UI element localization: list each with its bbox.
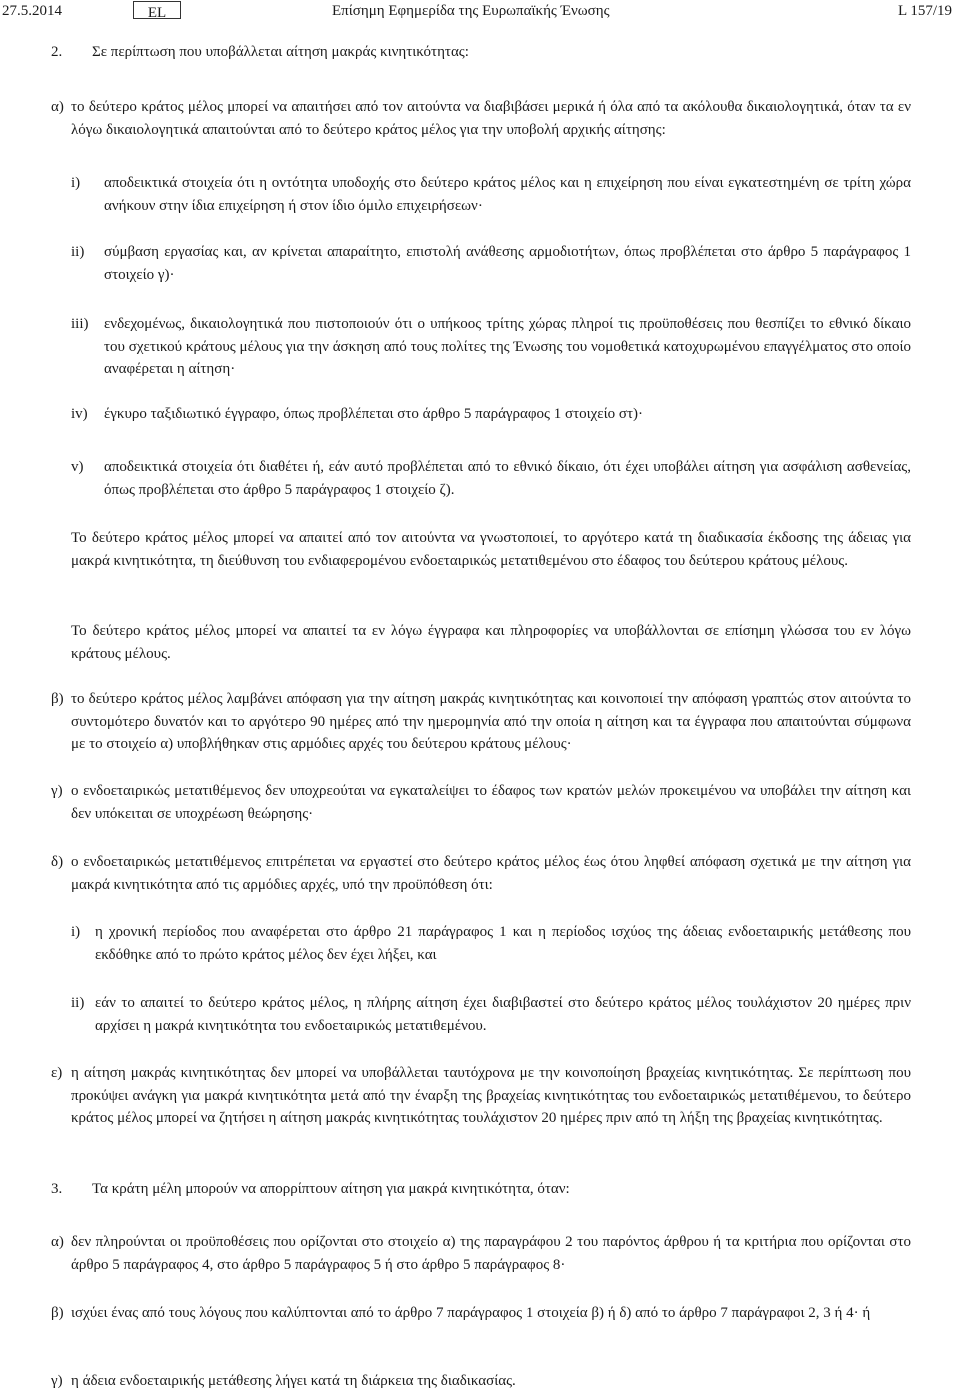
point-label: γ) — [51, 783, 63, 799]
point-text: ο ενδοεταιρικώς μετατιθέμενος επιτρέπεται να εργαστεί στο δεύτερο κράτος μέλος έως ότου ληφθεί απόφαση σχετικά με την αίτηση για μακρά κινητικότητα από τις αρμόδιες αρχές, υπό την προϋπόθεση ότι: — [71, 854, 911, 893]
paragraph-number: 3. — [51, 1181, 63, 1197]
language-box: EL — [133, 1, 181, 19]
point-text: η άδεια ενδοεταιρικής μετάθεσης λήγει κατά τη διάρκεια της διαδικασίας. — [71, 1373, 516, 1389]
subpoint-text: εάν το απαιτεί το δεύτερο κράτος μέλος, η πλήρης αίτηση έχει διαβιβαστεί στο δεύτερο κράτος μέλος τουλάχιστον 20 ημέρες πριν αρχίσει η μακρά κινητικότητα του ενδοεταιρικώς μετατιθεμένου. — [95, 995, 911, 1034]
point-text: δεν πληρούνται οι προϋποθέσεις που ορίζονται στο στοιχείο α) της παραγράφου 2 του παρόντος άρθρου ή τα κριτήρια που ορίζονται στο άρθρο 5 παράγραφος 4, στο άρθρο 5 παράγραφος 5 ή στο άρθρο 5 παράγραφος 8· — [71, 1234, 911, 1273]
page-header — [0, 0, 960, 22]
point-paragraph: Το δεύτερο κράτος μέλος μπορεί να απαιτεί από τον αιτούντα να γνωστοποιεί, το αργότερο κατά τη διαδικασία έκδοσης της άδειας για μακρά κινητικότητα, τη διεύθυνση του ενδιαφερομένου ενδοεταιρικώς μετατιθεμένου στο έδαφος του δεύτερου κράτους μέλους. — [71, 530, 911, 569]
subpoint-label: v) — [71, 459, 84, 475]
point-label: δ) — [51, 854, 64, 870]
subpoint-label: iv) — [71, 406, 88, 422]
point-label: β) — [51, 1305, 64, 1321]
subpoint-text: σύμβαση εργασίας και, αν κρίνεται απαραίτητο, επιστολή ανάθεσης αρμοδιοτήτων, όπως προβλέπεται στο άρθρο 5 παράγραφος 1 στοιχείο γ)· — [104, 244, 911, 283]
point-label: ε) — [51, 1065, 63, 1081]
subpoint-label: i) — [71, 175, 81, 191]
subpoint-label: iii) — [71, 316, 89, 332]
subpoint-label: ii) — [71, 995, 85, 1011]
subpoint-text: έγκυρο ταξιδιωτικό έγγραφο, όπως προβλέπεται στο άρθρο 5 παράγραφος 1 στοιχείο στ)· — [104, 406, 643, 422]
point-text: το δεύτερο κράτος μέλος μπορεί να απαιτήσει από τον αιτούντα να διαβιβάσει μερικά ή όλα από τα ακόλουθα δικαιολογητικά, όταν τα εν λόγω δικαιολογητικά απαιτούνται από το δεύτερο κράτος μέλος για την υποβολή αρχικής αίτησης: — [71, 99, 911, 138]
subpoint-text: αποδεικτικά στοιχεία ότι διαθέτει ή, εάν αυτό προβλέπεται από το εθνικό δίκαιο, ότι έχει υποβάλει αίτηση για ασφάλιση ασθενείας, όπως προβλέπεται στο άρθρο 5 παράγραφος 1 στοιχείο ζ). — [104, 459, 911, 498]
header-date: 27.5.2014 — [2, 3, 62, 19]
point-text: η αίτηση μακράς κινητικότητας δεν μπορεί να υποβάλλεται ταυτόχρονα με την κοινοποίηση βραχείας κινητικότητας. Σε περίπτωση που προκύψει ανάγκη για μακρά κινητικότητα μετά από την έναρξη της βραχείας κινητικότητας του ενδοεταιρικώς μετατιθέμενου, το δεύτερο κράτος μέλος μπορεί να ζητήσει η αίτηση μακράς κινητικότητας τουλάχιστον 20 ημέρες πριν από τη λήξη της βραχείας κινητικότητας. — [71, 1065, 911, 1126]
subpoint-text: ενδεχομένως, δικαιολογητικά που πιστοποιούν ότι ο υπήκοος τρίτης χώρας πληροί τις προϋποθέσεις που θεσπίζει το εθνικό δίκαιο του σχετικού κράτους μέλους για την άσκηση από τους πολίτες της Ένωσης του νομοθετικά κατοχυρωμένου επαγγέλματος στο οποίο αναφέρεται η αίτηση· — [104, 316, 911, 377]
subpoint-label: i) — [71, 924, 81, 940]
paragraph-text: Σε περίπτωση που υποβάλλεται αίτηση μακράς κινητικότητας: — [92, 44, 469, 60]
paragraph-text: Τα κράτη μέλη μπορούν να απορρίπτουν αίτηση για μακρά κινητικότητα, όταν: — [92, 1181, 570, 1197]
subpoint-label: ii) — [71, 244, 85, 260]
point-label: γ) — [51, 1373, 63, 1389]
paragraph-number: 2. — [51, 44, 63, 60]
subpoint-text: αποδεικτικά στοιχεία ότι η οντότητα υποδοχής στο δεύτερο κράτος μέλος και η επιχείρηση που είναι εγκατεστημένη σε τρίτη χώρα ανήκουν στην ίδια επιχείρηση ή στον ίδιο όμιλο επιχειρήσεων· — [104, 175, 911, 214]
subpoint-text: η χρονική περίοδος που αναφέρεται στο άρθρο 21 παράγραφος 1 και η περίοδος ισχύος της άδειας ενδοεταιρικής μετάθεσης που εκδόθηκε από το πρώτο κράτος μέλος δεν έχει λήξει, και — [95, 924, 911, 963]
point-text: ισχύει ένας από τους λόγους που καλύπτονται από το άρθρο 7 παράγραφος 1 στοιχεία β) ή δ) από το άρθρο 7 παράγραφοι 2, 3 ή 4· ή — [71, 1305, 871, 1321]
point-paragraph: Το δεύτερο κράτος μέλος μπορεί να απαιτεί τα εν λόγω έγγραφα και πληροφορίες να υποβάλλονται σε επίσημη γλώσσα του εν λόγω κράτους μέλους. — [71, 623, 911, 662]
page-reference: L 157/19 — [897, 3, 952, 19]
point-text: το δεύτερο κράτος μέλος λαμβάνει απόφαση για την αίτηση μακράς κινητικότητας και κοινοποιεί την απόφαση γραπτώς στον αιτούντα το συντομότερο δυνατόν και το αργότερο 90 ημέρες από την ημερομηνία από την οποία η αίτηση και τα έγγραφα που απαιτούνται σύμφωνα με το στοιχείο α) υποβλήθηκαν στις αρμόδιες αρχές του δεύτερου κράτους μέλους· — [71, 691, 911, 752]
journal-title: Επίσημη Εφημερίδα της Ευρωπαϊκής Ένωσης — [332, 3, 610, 19]
point-label: α) — [51, 99, 64, 115]
point-label: β) — [51, 691, 64, 707]
point-text: ο ενδοεταιρικώς μετατιθέμενος δεν υποχρεούται να εγκαταλείψει το έδαφος των κρατών μελών προκειμένου να υποβάλει την αίτηση και δεν υπόκειται σε υποχρέωση θεώρησης· — [71, 783, 911, 822]
point-label: α) — [51, 1234, 64, 1250]
